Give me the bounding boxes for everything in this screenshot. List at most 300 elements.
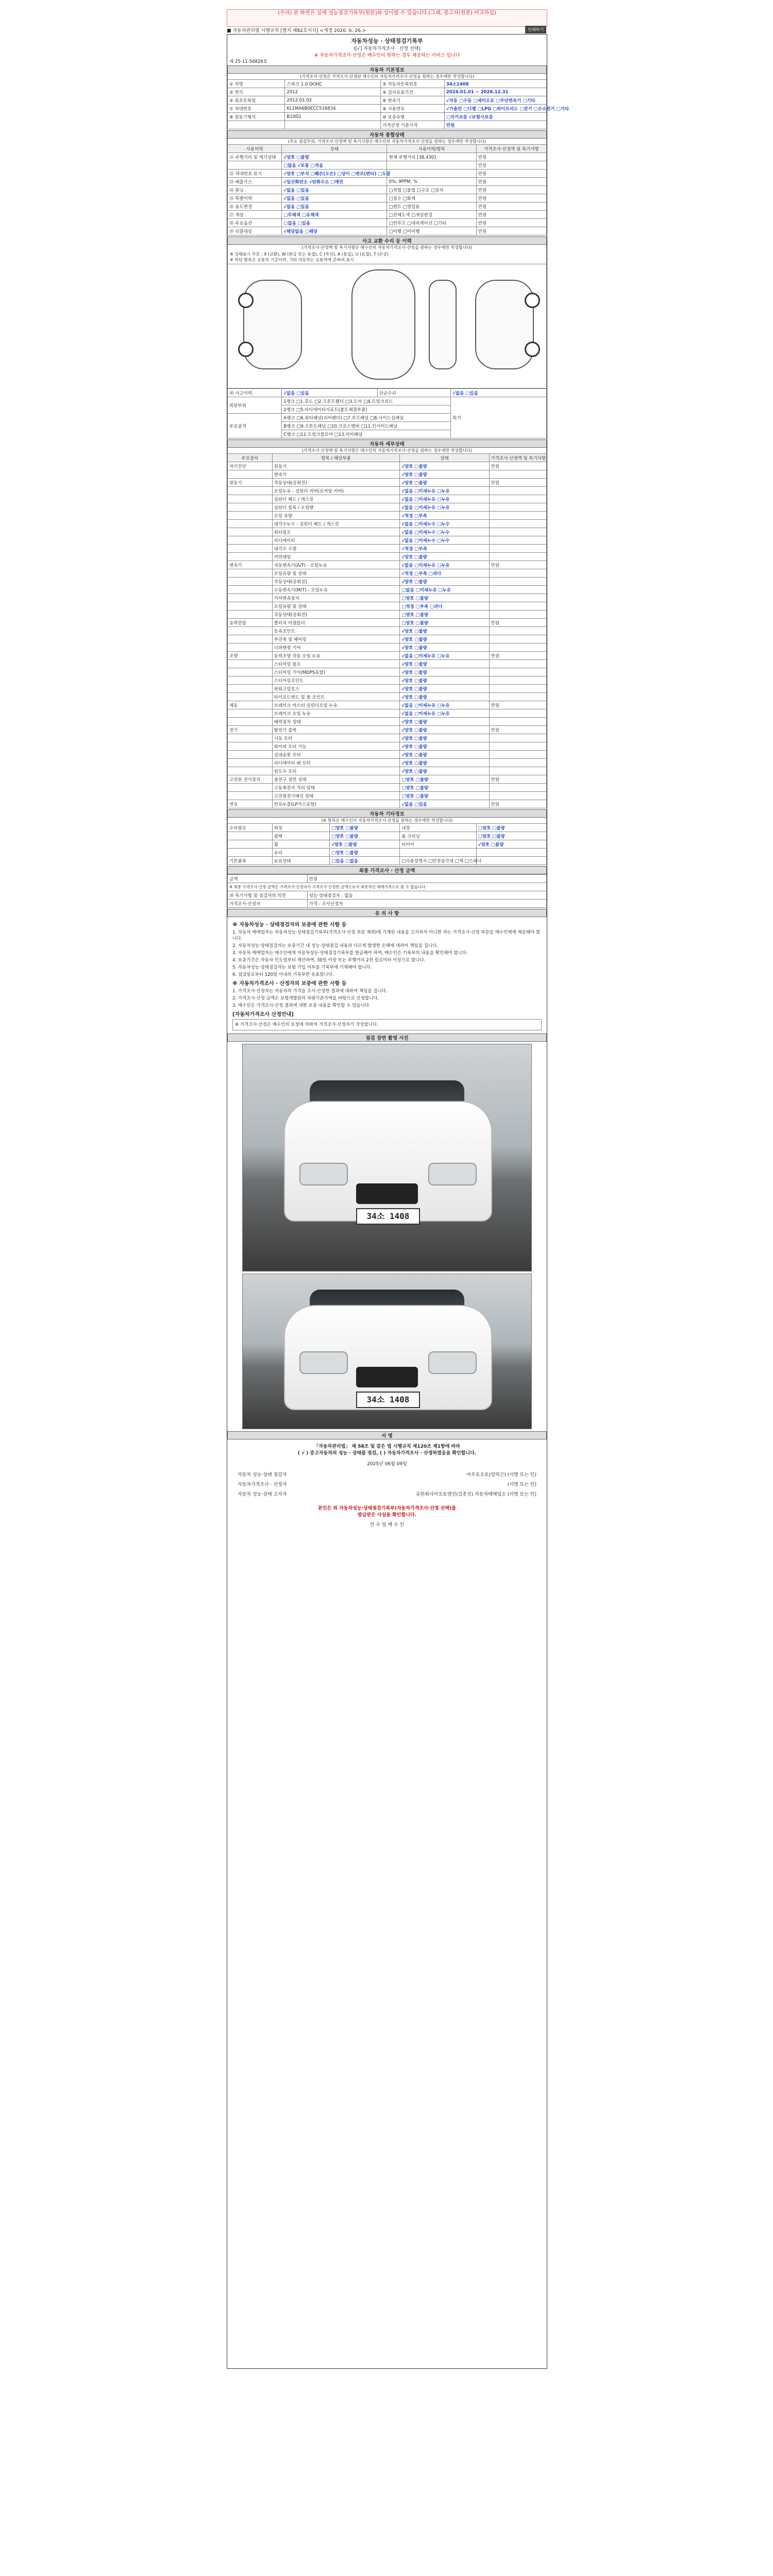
device-cell: 전기 (228, 726, 273, 734)
table-row (228, 528, 547, 536)
part-cell: 파워고압호스 (272, 685, 400, 693)
field-value: □자가보증 √보험사보증 (444, 113, 546, 121)
usage-item: ⑭ 튜닝 (228, 186, 282, 194)
item-cell: 광택 (272, 832, 329, 840)
column-header: 사용이력 (228, 145, 282, 153)
part-cell: 오일유량 및 상태 (272, 569, 400, 578)
status-cell: □무채색 □유채색 (282, 211, 387, 219)
car-side-left-diagram (243, 280, 302, 369)
wheel-icon (238, 342, 254, 357)
part-cell: 구동축전지 격리 상태 (272, 784, 400, 792)
status-cell: □양호 □불량 (400, 784, 489, 792)
headlamp-right (428, 1351, 477, 1374)
photos-title: 점검 장면 촬영 사진 (227, 1033, 547, 1042)
usage-item (228, 161, 282, 170)
price-cell: 만원 (476, 153, 546, 161)
device-cell (228, 470, 273, 479)
status-cell: √양호 □불량 (400, 578, 489, 586)
field-value: 만원 (444, 121, 546, 129)
status-cell: √없음 □있음 (282, 194, 387, 202)
category-cell (228, 840, 273, 849)
device-cell (228, 503, 273, 512)
status-cell: √없음 □있음 (282, 186, 387, 194)
table-row (228, 840, 547, 849)
usage-item: ⑯ 용도변경 (228, 202, 282, 211)
price-cell (489, 495, 546, 503)
table-row (228, 520, 547, 528)
form-label: ■ 자동차관리법 시행규칙 [별지 제82호서식] <개정 2020. 6. 26.> (227, 28, 366, 33)
field-label: ⑦ 차대번호 (228, 105, 285, 113)
status-cell: √양호 □불량 (400, 553, 489, 561)
usage-item: ⑰ 색상 (228, 211, 282, 219)
table-row (228, 170, 547, 178)
notice-body (227, 917, 547, 1032)
opinion-label: ⑳ 특기사항 및 점검자의 의견 (228, 891, 308, 900)
device-cell (228, 784, 273, 792)
license-plate: 34소 1408 (356, 1208, 420, 1225)
doc-subtitle: ([√] 자동차가격조사 · 산정 선택) (354, 46, 421, 52)
status-cell: √양호 □불량 (400, 462, 489, 470)
status-cell: √일산화탄소 √탄화수소 □매연 (282, 178, 387, 186)
price-cell (489, 545, 546, 553)
status-cell: √양호 □불량 (400, 742, 489, 751)
part-cell: 충전구 절연 상태 (272, 775, 400, 784)
table-row (228, 759, 547, 767)
simple-repair-label: 단순수리 (377, 389, 450, 397)
table-row (228, 153, 547, 161)
print-button[interactable]: 인쇄하기 (525, 26, 546, 33)
status-cell: □양호 □불량 (400, 619, 489, 627)
part-cell: 스티어링조인트 (272, 676, 400, 685)
status-cell: √적정 □부족 (400, 512, 489, 520)
part-cell: 실린더 헤드 / 개스킷 (272, 495, 400, 503)
column-header: 사용이력/항목 (387, 145, 476, 153)
table-row (228, 470, 547, 479)
status-cell: √양호 □불량 (400, 635, 489, 643)
warning-banner (227, 9, 547, 27)
status-cell: √양호 □불량 (400, 676, 489, 685)
price-cell: 만원 (489, 479, 546, 487)
device-cell (228, 734, 273, 742)
device-cell (228, 709, 273, 718)
license-plate: 34소 1408 (356, 1392, 420, 1408)
signature-foot-2: 발급받은 사실을 확인합니다. (357, 1513, 416, 1518)
usage-detail: 현재 주행거리 [38,430] (387, 153, 476, 161)
field-value: 스파크 1.0 DOHC (285, 80, 381, 88)
part-cell: 클러치 어셈블리 (272, 619, 400, 627)
basic-table (227, 79, 569, 129)
general-section-title: 자동차 종합상태 (227, 130, 547, 139)
status-cell: □양호 □불량 (330, 832, 400, 840)
status-cell: √양호 □불량 (400, 718, 489, 726)
table-row (228, 693, 547, 701)
field-value: 2012 (285, 88, 381, 96)
price-cell (489, 503, 546, 512)
price-cell: 만원 (476, 178, 546, 186)
device-cell (228, 528, 273, 536)
device-cell (228, 643, 273, 652)
price-cell (489, 569, 546, 578)
notice-item: 3. 매수인은 가격조사·산정 결과에 대한 보증 내용을 확인할 수 있습니다. (232, 1003, 371, 1008)
usage-item: ⑮ 특별이력 (228, 194, 282, 202)
device-cell (228, 512, 273, 520)
device-cell (228, 635, 273, 643)
device-cell (228, 553, 273, 561)
column-header: 상태 (282, 145, 387, 153)
table-row (228, 627, 547, 635)
options-table (227, 823, 547, 865)
table-row (228, 586, 547, 594)
price-cell (489, 536, 546, 545)
item-cell: 외장 (272, 824, 329, 832)
status-cell: √없음 □있음 (282, 202, 387, 211)
field-value: 2012.01.02 (285, 96, 381, 105)
item-cell: 유리 (272, 849, 329, 857)
part-cell: 오일유량 및 상태 (272, 602, 400, 611)
table-row (228, 643, 547, 652)
notice-item: 1. 가격조사·산정자는 자동차의 가격을 조사·산정한 결과에 대하여 책임을 집니다. (232, 989, 388, 994)
device-cell: 제동 (228, 701, 273, 709)
status-cell: □양호 □불량 (400, 792, 489, 800)
field-value: KL1MA6B0ECC516834 (285, 105, 381, 113)
price-cell: 만원 (489, 652, 546, 660)
pricing-value: 가격 : 조사산정자 (307, 900, 546, 908)
field-label: ⑩ 보증유형 (381, 113, 445, 121)
status-cell: √양호 □불량 (400, 685, 489, 693)
device-cell (228, 586, 273, 594)
price-cell (489, 759, 546, 767)
price-cell: 만원 (489, 701, 546, 709)
table-row (228, 178, 547, 186)
status-cell: □양호 □불량 (400, 611, 489, 619)
status-cell: √양호 □불량 (400, 759, 489, 767)
status-cell: □양호 □불량 (476, 824, 546, 832)
status-cell: √해당없음 □해당 (282, 227, 387, 235)
device-cell (228, 693, 273, 701)
table-row (228, 611, 547, 619)
part-cell: 브레이크 오일 누유 (272, 709, 400, 718)
status-cell: √없음 □미세누수 □누수 (400, 520, 489, 528)
price-cell (489, 693, 546, 701)
signer-1-label: 자동차 성능·상태 점검자 (238, 1472, 287, 1478)
table-row (228, 676, 547, 685)
price-cell: 만원 (476, 219, 546, 227)
part-cell: 등속조인트 (272, 627, 400, 635)
item-cell: 룸 크리닝 (400, 832, 477, 840)
part-cell: 작동상태(공회전) (272, 479, 400, 487)
table-row (228, 824, 547, 832)
status-cell (476, 849, 546, 857)
device-cell (228, 602, 273, 611)
notice-item: 4. 보증기간은 자동차 인도일부터 계산하며, 30일 이상 또는 주행거리 2천 킬로미터 이상으로 합니다. (232, 958, 426, 963)
signer-3-label: 자동차 성능·상태 고지자 (238, 1492, 287, 1497)
table-row (228, 88, 547, 96)
status-cell: □있음 □없음 (330, 857, 400, 865)
usage-item: ⑱ 주요옵션 (228, 219, 282, 227)
notice-item: 2. 가격조사·산정 금액은 보험개발원의 차량기준가액을 바탕으로 산정합니다. (232, 996, 379, 1001)
final-price-value: 만원 (307, 875, 546, 883)
rank-1: 1랭크 □1.후드 □2.프론트휀더 □3.도어 □4.트렁크리드 (282, 397, 451, 405)
item-cell: 타이어 (400, 840, 477, 849)
field-label: ③ 연식 (228, 88, 285, 96)
table-row (228, 561, 547, 569)
status-cell: √양호 □불량 (400, 668, 489, 676)
price-cell: 만원 (476, 227, 546, 235)
device-cell (228, 569, 273, 578)
item-cell: □사용설명서 □안전삼각대 □잭 □스패너 (400, 857, 477, 865)
signer-3-value: 유한회사아오토엔진(김종진) 자동차매매업소 (서명 또는 인) (415, 1492, 536, 1497)
final-price-label: 금액 (228, 875, 308, 883)
price-cell (489, 520, 546, 528)
device-cell: 고전원 전기장치 (228, 775, 273, 784)
table-row (228, 553, 547, 561)
table-row (228, 545, 547, 553)
status-cell: √적정 □부족 □과다 (400, 569, 489, 578)
price-cell: 만원 (476, 170, 546, 178)
price-cell: 만원 (489, 726, 546, 734)
detail-section-note: (가격조사·산정액 및 특기사항은 매수인의 자동차가격조사·산정을 원하는 경우에만 작성합니다) (227, 448, 547, 453)
rank-2: 2랭크 □5.라디에이터서포트(볼트체결부품) (282, 405, 451, 414)
table-row (228, 734, 547, 742)
status-cell: √없음 □있음 (400, 800, 489, 808)
device-cell (228, 792, 273, 800)
table-row (228, 569, 547, 578)
field-label (228, 121, 285, 129)
status-cell: √양호 □불량 (330, 840, 400, 849)
table-row (228, 594, 547, 602)
part-cell: 시동 모터 (272, 734, 400, 742)
frame-legend-2: ※ 하단 항목은 승용차 기준이며, 기타 자동차는 승용차에 준하여 표시 (230, 258, 354, 262)
status-cell: √양호 □불량 (400, 479, 489, 487)
usage-detail: 0%, 9PPM, % (387, 178, 476, 186)
table-row (228, 792, 547, 800)
signature-foot-3: 인 수 일 매 수 인 (369, 1522, 405, 1528)
status-cell: √없음 □미세누수 □누수 (400, 536, 489, 545)
table-row (228, 161, 547, 170)
status-cell: √없음 □미세누유 □누유 (400, 652, 489, 660)
table-row (228, 832, 547, 840)
frame-section-title: 사고 교환 수리 등 이력 (227, 236, 547, 245)
item-cell: 보유상태 (272, 857, 329, 865)
simple-repair-value: √없음 □있음 (451, 389, 547, 397)
device-cell (228, 578, 273, 586)
part-cell: 추진축 및 베어링 (272, 635, 400, 643)
table-row (228, 701, 547, 709)
device-cell (228, 660, 273, 668)
device-cell (228, 611, 273, 619)
price-cell (489, 668, 546, 676)
status-cell: √없음 □미세누유 □누유 (400, 709, 489, 718)
usage-item: ⑫ 차대번호 표기 (228, 170, 282, 178)
price-cell (489, 792, 546, 800)
table-row (228, 602, 547, 611)
status-cell: √없음 □미세누유 □누유 (400, 495, 489, 503)
table-row (228, 487, 547, 495)
part-cell: 오일 유량 (272, 512, 400, 520)
price-cell: 만원 (476, 211, 546, 219)
signature-foot-1: 본인은 위 자동차성능·상태점검기록부(자동차가격조사·산정 선택)를 (318, 1506, 456, 1511)
item-cell (400, 849, 477, 857)
part-cell: 워터펌프 (272, 528, 400, 536)
grille (356, 1367, 418, 1387)
price-cell (489, 734, 546, 742)
price-cell (489, 742, 546, 751)
device-cell: 변속기 (228, 561, 273, 569)
price-cell (489, 512, 546, 520)
status-cell: √없음 □미세누유 □누유 (400, 561, 489, 569)
status-cell: √양호 □불량 (400, 643, 489, 652)
device-cell: 조향 (228, 652, 273, 660)
accident-label: ⑳ 사고이력 (228, 389, 282, 397)
usage-detail: □썬루프 □네비게이션 □기타 (387, 219, 476, 227)
table-row (228, 202, 547, 211)
table-row (228, 751, 547, 759)
form-label-row (227, 27, 546, 33)
part-cell: 변속기 (272, 470, 400, 479)
table-row (228, 578, 547, 586)
column-header: 항목 / 해당부품 (272, 454, 400, 462)
field-label: ① 차명 (228, 80, 285, 88)
status-cell: √적정 □부족 (400, 545, 489, 553)
table-row (228, 635, 547, 643)
device-cell: 연료 (228, 800, 273, 808)
table-row (228, 186, 547, 194)
wheel-icon (525, 342, 540, 357)
table-row (228, 96, 547, 105)
usage-detail: □적법 □불법 □구조 □장치 (387, 186, 476, 194)
table-row (228, 767, 547, 775)
part-cell: 타이로드엔드 및 볼 조인트 (272, 693, 400, 701)
warning-text: (주의) 본 화면은 실제 성능점검기록부(원본)와 상이할 수 있습니다.(그래, 중고차(원본) 비교하십) (278, 10, 496, 16)
field-label: ⑤ 최초등록일 (228, 96, 285, 105)
status-cell: √양호 □불량 (400, 726, 489, 734)
status-cell: √없음 □미세누유 □누유 (400, 487, 489, 495)
table-row (228, 211, 547, 219)
device-cell: 자기진단 (228, 462, 273, 470)
device-cell: 원동기 (228, 479, 273, 487)
price-cell (489, 553, 546, 561)
column-header: 주요장치 (228, 454, 273, 462)
table-row (228, 512, 547, 520)
rank-b: B랭크 □9.프론트패널 □10.크로스멤버 □11.인사이드패널 (282, 422, 451, 430)
item-cell: 내장 (400, 824, 477, 832)
rank-c: C랭크 □12.트렁크플로어 □13.리어패널 (282, 430, 451, 438)
frame-table (227, 388, 547, 438)
table-row (228, 227, 547, 235)
usage-detail: □전체도색 □색상변경 (387, 211, 476, 219)
table-row (228, 121, 547, 129)
field-value: 2024.01.01 ~ 2026.12.31 (444, 88, 546, 96)
detail-table (227, 453, 547, 808)
usage-detail: □렌트 □영업용 (387, 202, 476, 211)
device-cell (228, 495, 273, 503)
price-cell (489, 470, 546, 479)
price-cell (489, 578, 546, 586)
signature-block (227, 1439, 547, 1531)
price-cell (489, 487, 546, 495)
field-value: √자동 □수동 □세미오토 □무단변속기 □기타 (444, 96, 546, 105)
car-front-photo-2 (242, 1274, 532, 1429)
price-cell: 만원 (476, 186, 546, 194)
status-cell (476, 857, 546, 865)
price-cell (489, 718, 546, 726)
final-note: ※ 최종 가격조사·산정 금액은 가격조사·산정자가 가격조사·산정한 금액으로서 최종적인 매매가격으로 볼 수 없습니다 (228, 883, 547, 891)
notice-item: 2. 자동차성능·상태점검자는 보증기간 내 성능·상태점검 내용과 다르게 발생한 손해에 대하여 책임을 집니다. (232, 943, 439, 948)
notice-item: 6. 점검일로부터 120일 이내의 기록부만 유효합니다. (232, 972, 334, 977)
status-cell: □양호 □불량 (400, 775, 489, 784)
car-front-photo (242, 1044, 532, 1272)
signer-2-label: 자동차가격조사 · 산정자 (238, 1482, 287, 1487)
frame-section-note: (가격조사·산정액 및 특기사항은 매수인의 자동차가격조사·산정을 원하는 경우에만 작성합니다) (227, 245, 547, 250)
price-cell: 만원 (489, 619, 546, 627)
status-cell: □양호 □불량 (330, 824, 400, 832)
part-cell: 윈도우 모터 (272, 767, 400, 775)
frame-special: 특기 (451, 397, 547, 438)
status-cell: □많음 √보통 □적음 (282, 161, 387, 170)
price-cell: 만원 (489, 800, 546, 808)
price-cell (489, 602, 546, 611)
part-cell: 오일누유 - 실린더 커버(로커암 커버) (272, 487, 400, 495)
usage-detail: □침수 □화재 (387, 194, 476, 202)
part-cell: 자동변속기(A/T) - 오일누유 (272, 561, 400, 569)
part-cell: 라디에이터 팬 모터 (272, 759, 400, 767)
table-row (228, 857, 547, 865)
notice-heading-3: [자동차가격조사 산정안내] (232, 1012, 294, 1018)
table-row (228, 495, 547, 503)
part-cell: 냉각수누수 - 실린더 헤드 / 개스킷 (272, 520, 400, 528)
headlamp-left (299, 1351, 348, 1374)
price-cell: 만원 (476, 194, 546, 202)
status-cell: √양호 □불량 (400, 751, 489, 759)
table-row (228, 113, 547, 121)
status-cell: √양호 □불량 (400, 693, 489, 701)
grille (356, 1183, 418, 1204)
exterior-label: 외판부위 (228, 397, 282, 414)
options-section-title: 자동차 기타정보 (227, 809, 547, 818)
signer-2-value: (서명 또는 인) (507, 1482, 536, 1487)
notice-heading-1: ※ 자동차성능 · 상태점검자의 보증에 관한 사항 등 (232, 922, 347, 928)
field-value: 34소1408 (444, 80, 546, 88)
part-cell: 실린더 블록 / 오일팬 (272, 503, 400, 512)
price-cell: 만원 (476, 202, 546, 211)
price-cell (489, 635, 546, 643)
field-value: √가솔린 □디젤 □LPG □하이브리드 □전기 □수소전기 □기타 (444, 105, 546, 113)
price-cell (489, 611, 546, 619)
table-row (228, 503, 547, 512)
part-cell: 발전기 출력 (272, 726, 400, 734)
status-cell: √양호 □불량 (400, 627, 489, 635)
car-diagrams (227, 264, 547, 388)
column-header: 가격조사·산정액 및 특기사항 (489, 454, 546, 462)
category-cell: 수리필요 (228, 824, 273, 832)
doc-red-note: ※ 자동차가격조사·산정은 매수인이 원하는 경우 제공하는 서비스 입니다 (314, 53, 460, 58)
signature-title: 서 명 (227, 1431, 547, 1439)
status-cell: √양호 □불량 (400, 767, 489, 775)
field-label: 가격산정 기준가격 (381, 121, 445, 129)
device-cell (228, 545, 273, 553)
detail-section-title: 자동차 세부상태 (227, 439, 547, 448)
field-value (285, 121, 381, 129)
part-cell: 디퍼렌셜 기어 (272, 643, 400, 652)
table-row (228, 619, 547, 627)
final-section-title: 최종 가격조사 · 산정 금액 (227, 866, 547, 874)
price-cell (489, 660, 546, 668)
options-section-note: (※ 항목은 매수인이 자동차가격조사·산정을 원하는 경우에만 작성합니다) (227, 818, 547, 823)
inspection-record (227, 34, 569, 2369)
device-cell (228, 627, 273, 635)
usage-detail: □이행 □미이행 (387, 227, 476, 235)
status-cell: √없음 □미세누유 □누유 (400, 701, 489, 709)
